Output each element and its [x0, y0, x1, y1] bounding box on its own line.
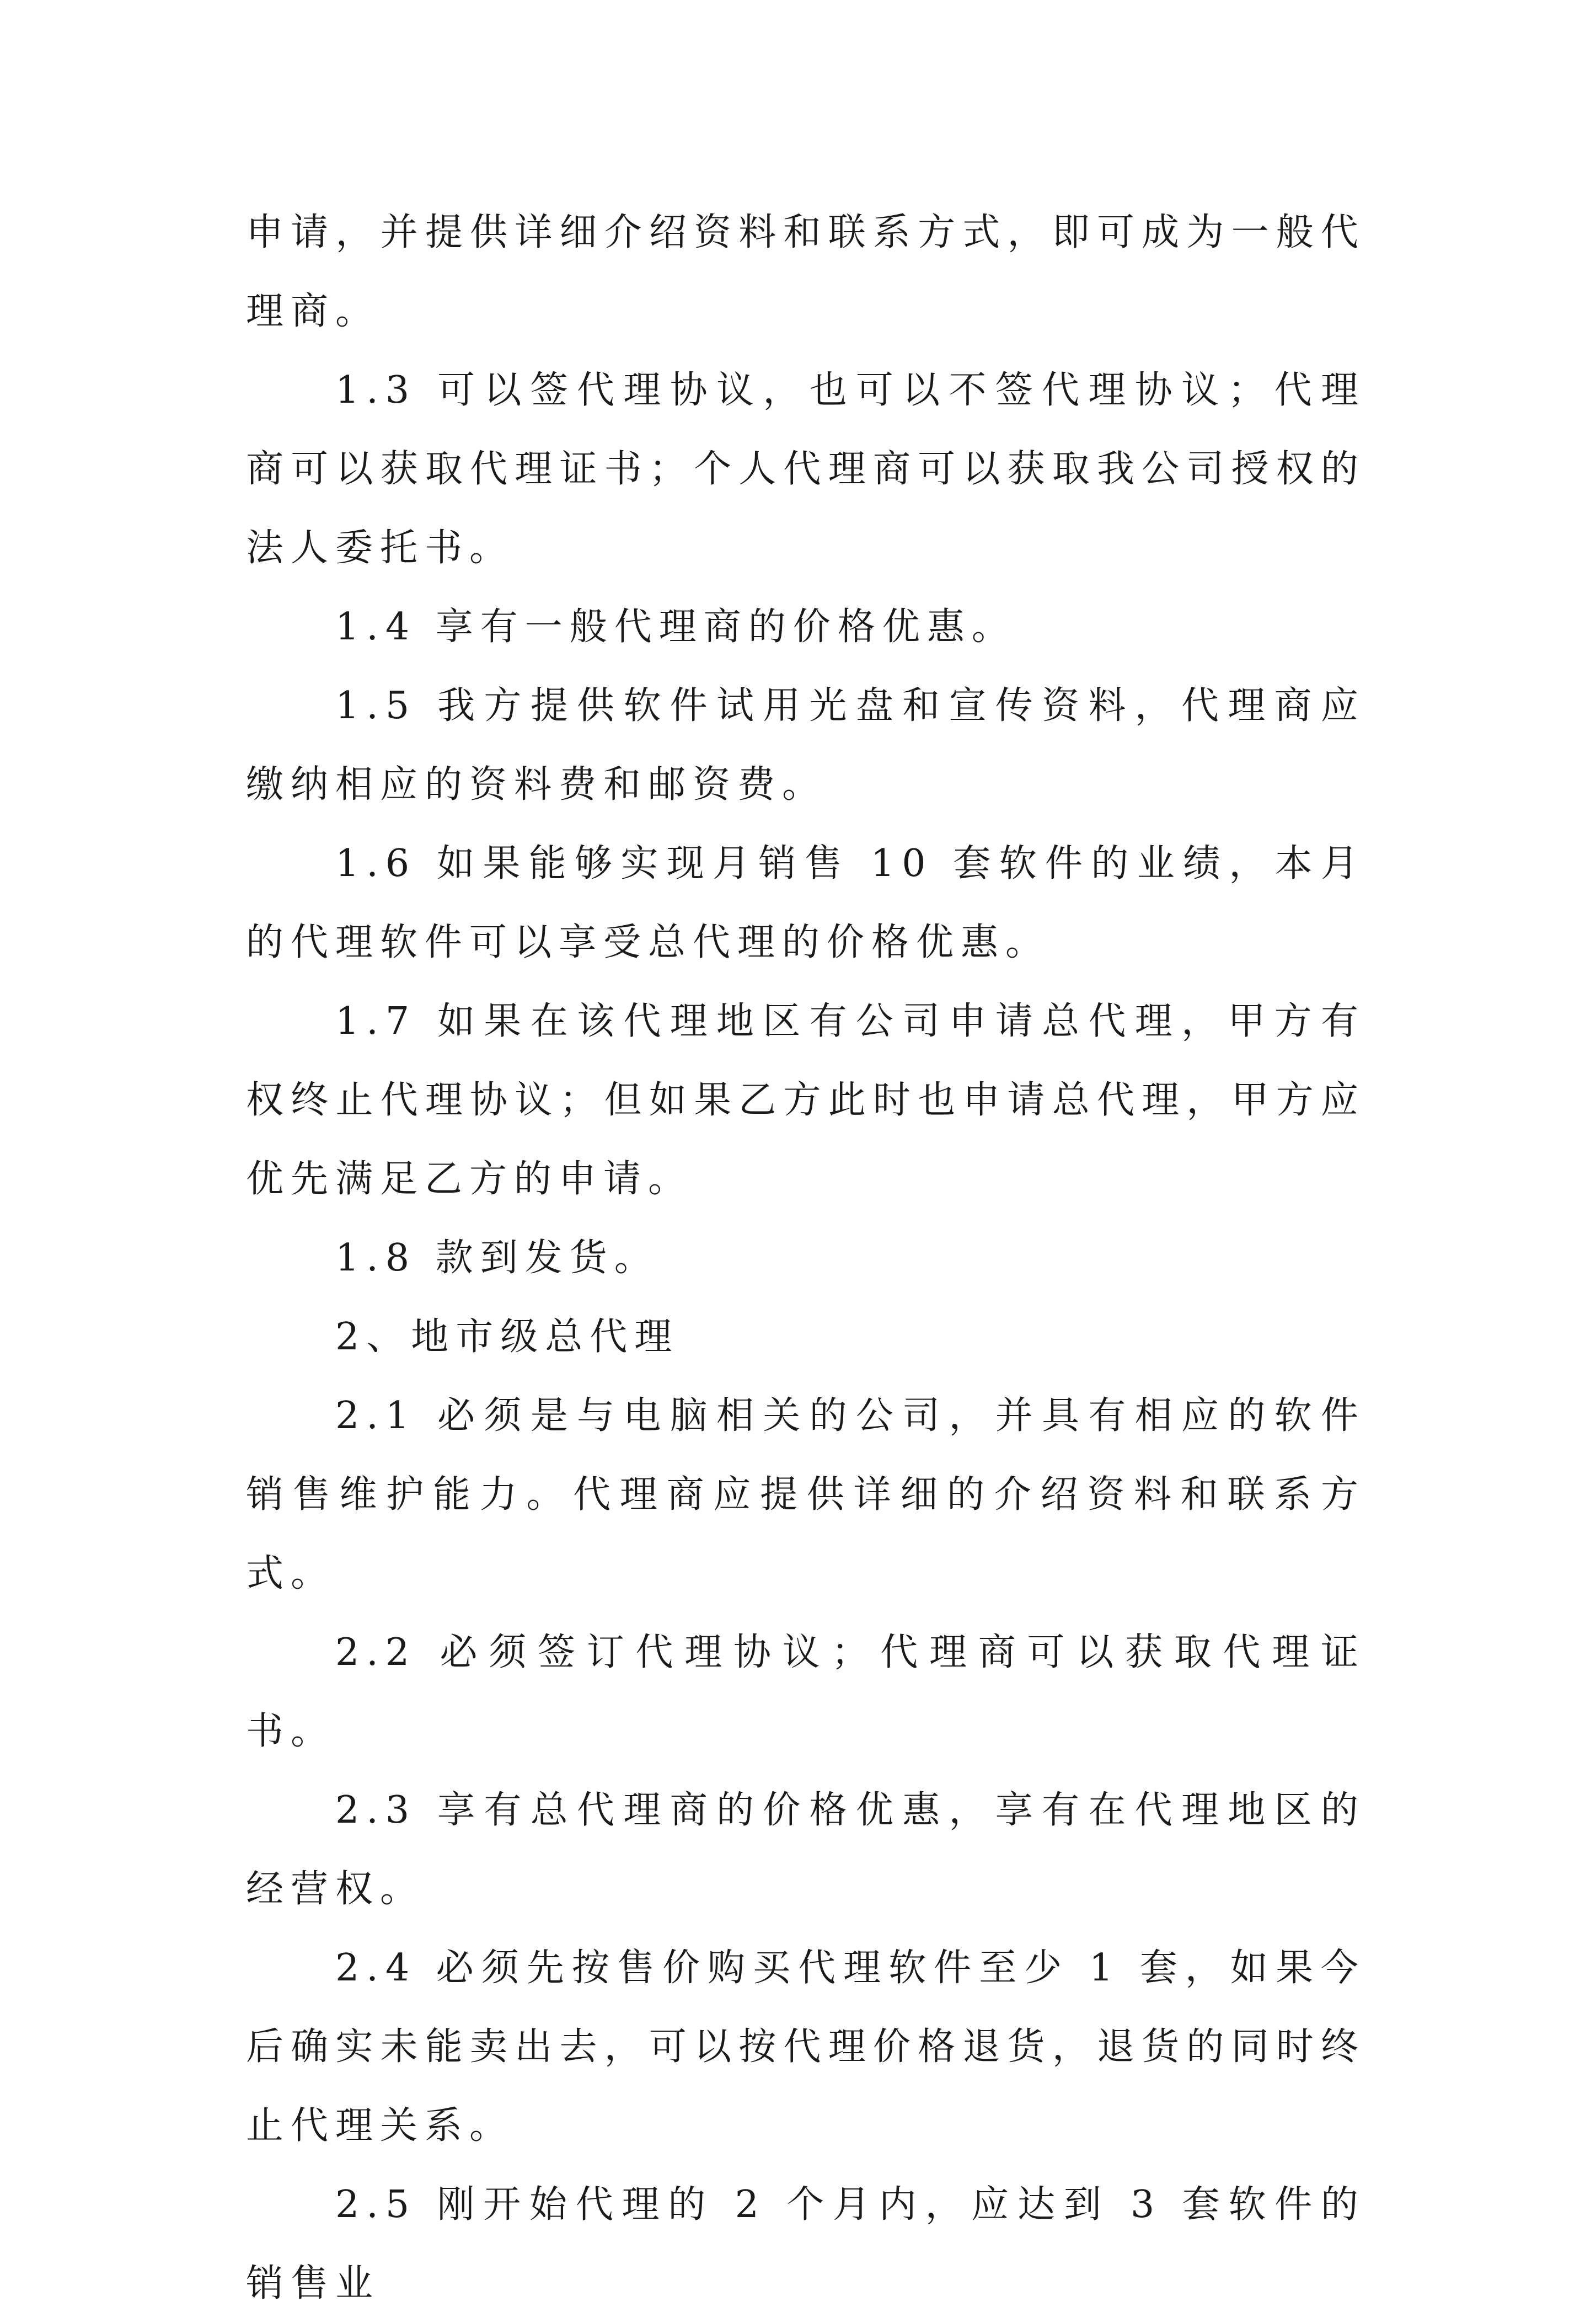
paragraph-1-5: 1.5 我方提供软件试用光盘和宣传资料，代理商应缴纳相应的资料费和邮资费。 [246, 684, 1365, 807]
paragraph-2-3: 2.3 享有总代理商的价格优惠，享有在代理地区的经营权。 [246, 1788, 1365, 1911]
paragraph-1-4: 1.4 享有一般代理商的价格优惠。 [335, 605, 1016, 649]
paragraph-2-5: 2.5 刚开始代理的 2 个月内，应达到 3 套软件的销售业 [246, 2183, 1365, 2305]
paragraph-2-4: 2.4 必须先按售价购买代理软件至少 1 套，如果今后确实未能卖出去，可以按代理价格退货，退货的同时终止代理关系。 [246, 1946, 1365, 2148]
paragraph-continuation: 申请，并提供详细介绍资料和联系方式，即可成为一般代理商。 [246, 211, 1365, 333]
paragraph-1-8: 1.8 款到发货。 [335, 1236, 659, 1280]
paragraph-2-2: 2.2 必须签订代理协议；代理商可以获取代理证书。 [246, 1631, 1365, 1753]
paragraph-1-6: 1.6 如果能够实现月销售 10 套软件的业绩，本月的代理软件可以享受总代理的价格优惠。 [246, 842, 1365, 964]
document-body [246, 193, 1365, 2323]
paragraph-2-1: 2.1 必须是与电脑相关的公司，并具有相应的软件销售维护能力。代理商应提供详细的介绍资料和联系方式。 [246, 1394, 1365, 1595]
paragraph-1-7: 1.7 如果在该代理地区有公司申请总代理，甲方有权终止代理协议；但如果乙方此时也申请总代理，甲方应优先满足乙方的申请。 [246, 1000, 1365, 1201]
section-heading-2: 2、地市级总代理 [335, 1315, 679, 1359]
paragraph-1-3: 1.3 可以签代理协议，也可以不签代理协议；代理商可以获取代理证书；个人代理商可以获取我公司授权的法人委托书。 [246, 369, 1365, 570]
